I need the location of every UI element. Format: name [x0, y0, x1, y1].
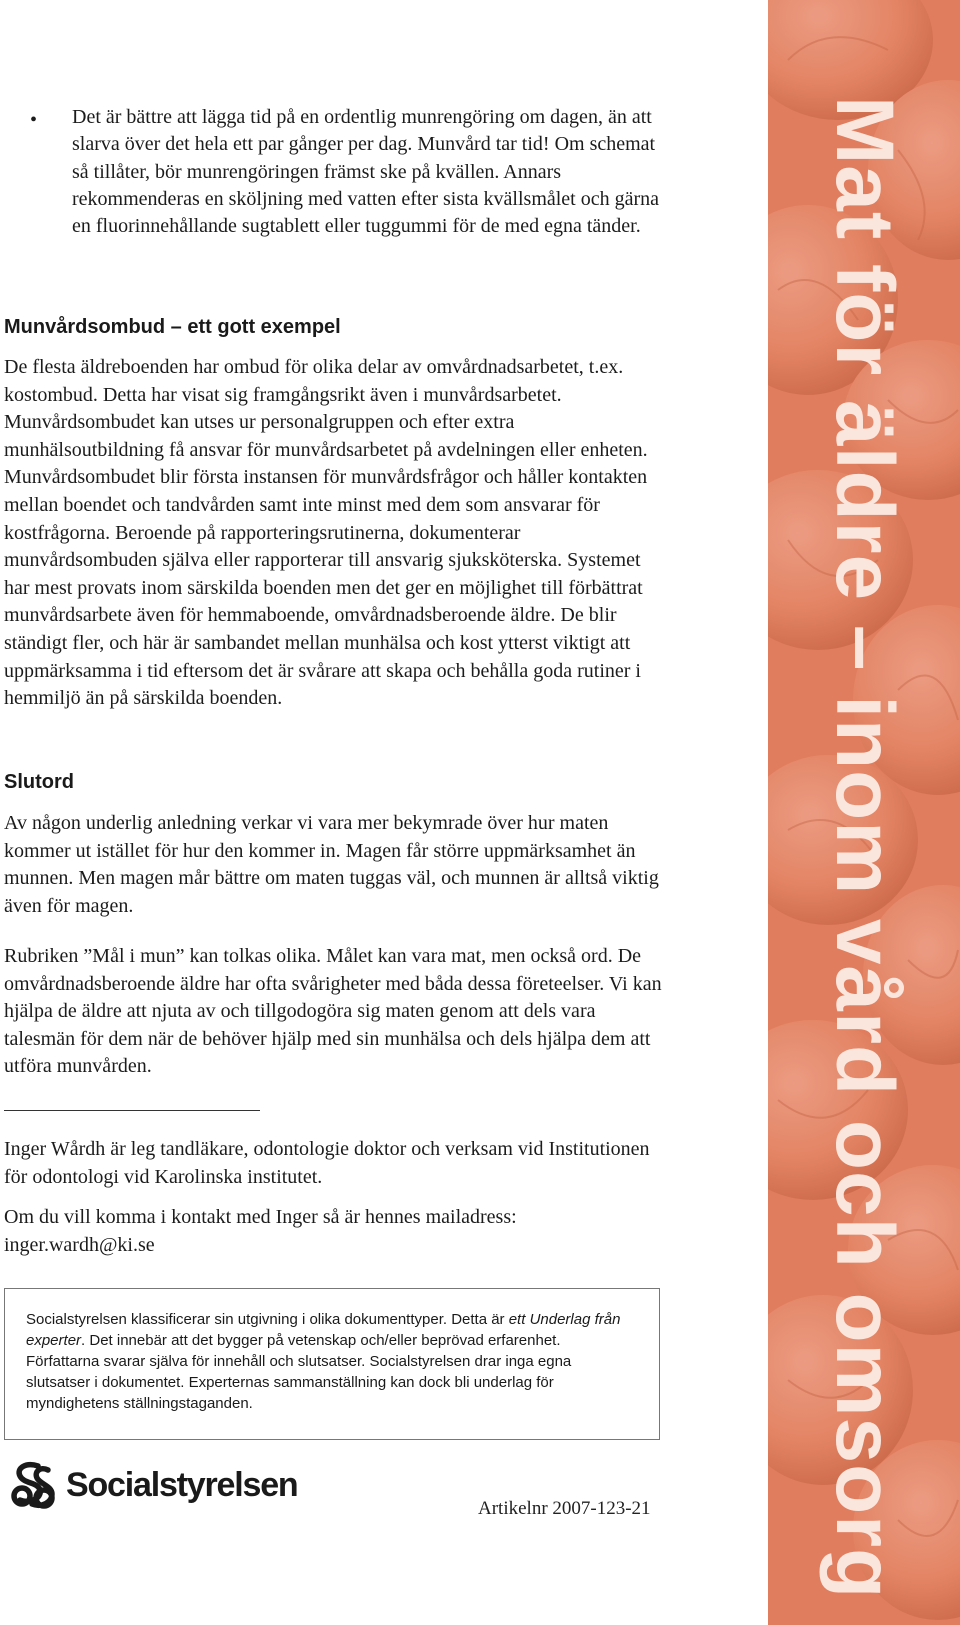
section-heading-slutord: Slutord — [4, 771, 74, 793]
series-title: Mat för äldre – inom vård och omsorg — [819, 96, 910, 1600]
document-type-notice — [4, 1288, 660, 1440]
slutord-paragraph-2: Rubriken ”Mål i mun” kan tolkas olika. Målet kan vara mat, men också ord. De omvårdnadsberoende äldre har ofta svårigheter med båda dessa företeelser. Vi kan hjälpa de äldre att njuta av och tillgodogöra sig maten genom att dels vara talesmän för dem när de behöver hjälp med sin munhälsa och dels hjälpa dem att utföra munvården. — [4, 945, 662, 1078]
notice-text-italic: ett Underlag från experter — [26, 1311, 621, 1349]
section-heading-munvardsombud: Munvårdsombud – ett gott exempel — [4, 316, 341, 338]
author-bio: Inger Wårdh är leg tandläkare, odontologie doktor och verksam vid Institutionen för odontologi vid Karolinska institutet. — [4, 1138, 650, 1188]
author-contact — [4, 1204, 664, 1259]
bullet-paragraph: Det är bättre att lägga tid på en ordentlig munrengöring om dagen, än att slarva över det hela ett par gånger per dag. Munvård tar tid! Om schemat så tillåter, bör munrengöringen främst ske på kvällen. Annars rekommenderas en sköljning med vatten efter sista kvällsmålet och gärna en fluorinnehållande sugtablett eller tuggummi för de med egna tänder. — [72, 106, 660, 238]
footnote-divider — [4, 1110, 260, 1111]
notice-text-start: Socialstyrelsen klassificerar sin utgivning i olika dokumenttyper. Detta är — [26, 1311, 509, 1328]
notice-text — [26, 1309, 636, 1414]
socialstyrelsen-logo — [4, 1456, 298, 1516]
contact-intro: Om du vill komma i kontakt med Inger så är hennes mailadress: — [4, 1206, 517, 1228]
side-banner — [768, 0, 960, 1625]
slutord-paragraph-1: Av någon underlig anledning verkar vi vara mer bekymrade över hur maten kommer ut istället för hur den kommer in. Magen får större uppmärksamhet än munnen. Men magen mår bättre om maten tuggas väl, och munnen är alltså viktig även för magen. — [4, 812, 659, 917]
author-email[interactable]: inger.wardh@ki.se — [4, 1233, 155, 1256]
logo-wordmark: Socialstyrelsen — [66, 1466, 298, 1504]
article-number: Artikelnr 2007-123-21 — [478, 1498, 651, 1519]
bullet-dot-icon: • — [30, 109, 38, 131]
socialstyrelsen-emblem-icon — [4, 1456, 64, 1516]
notice-text-end: . Det innebär att det bygger på vetenskap och/eller beprövad erfarenhet. Författarna svarar själva för innehåll och slutsatser. Socialstyrelsen drar inga egna slutsatser i dokumentet. Experternas sammanställning kan dock bli underlag för myndighetens ställningstaganden. — [26, 1332, 572, 1412]
section-body-munvardsombud: De flesta äldreboenden har ombud för olika delar av omvårdnadsarbetet, t.ex. kostombud. Detta har visat sig framgångsrikt även i munvårdsarbetet. Munvårdsombudet kan utses ur personalgruppen och efter extra munhälsoutbildning få ansvar för munvårdsarbetet på avdelningen eller enheten. Munvårdsombudet blir första instansen för munvårdsfrågor och håller kontakten mellan boendet och tandvården samt inte minst med dem som ansvarar för kostfrågorna. Beroende på rapporteringsrutinerna, dokumenterar munvårdsombuden själva eller rapporterar till ansvarig sjuksköterska. Systemet har mest provats inom särskilda boenden men det ger en möjlighet till förbättrat munvårdsarbete även för hemmaboende, omvårdnadsberoende äldre. De blir ständigt fler, och här är sambandet mellan munhälsa och kost ytterst viktigt att uppmärksamma i tid eftersom det är svårare att skapa och behålla goda rutiner i hemmiljö än på särskilda boenden. — [4, 356, 648, 710]
